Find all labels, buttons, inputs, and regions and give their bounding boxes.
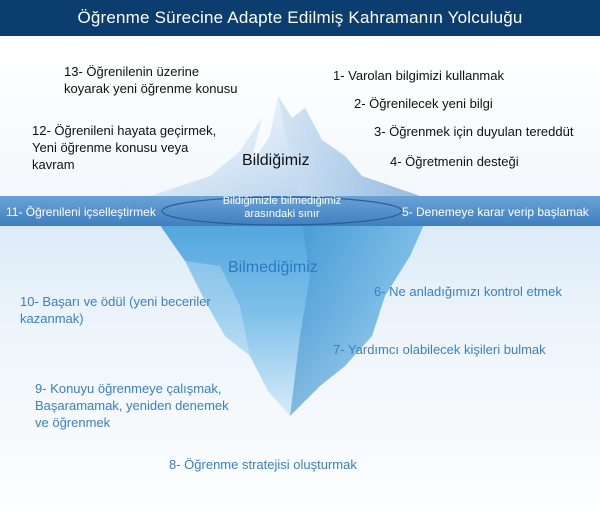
step-11-label: 11- Öğrenileni içselleştirmek — [6, 205, 156, 219]
step-5-label: 5- Denemeye karar verip başlamak — [402, 205, 589, 219]
step-1-label: 1- Varolan bilgimizi kullanmak — [333, 68, 504, 83]
step-3-label: 3- Öğrenmek için duyulan tereddüt — [374, 124, 574, 139]
step-7-label: 7- Yardımcı olabilecek kişileri bulmak — [333, 342, 546, 357]
step-10-label: 10- Başarı ve ödül (yeni beceriler kazanmak) — [20, 294, 211, 326]
step-8-label: 8- Öğrenme stratejisi oluşturmak — [169, 457, 357, 472]
unknown-zone-label: Bilmediğimiz — [228, 259, 318, 276]
step-13-label: 13- Öğrenilenin üzerine koyarak yeni öğrenme konusu — [64, 64, 238, 96]
diagram-title: Öğrenme Sürecine Adapte Edilmiş Kahramanın Yolculuğu — [0, 0, 600, 36]
step-9-label: 9- Konuyu öğrenmeye çalışmak, Başaramamak, yeniden denemek ve öğrenmek — [35, 381, 229, 430]
step-4-label: 4- Öğretmenin desteği — [390, 154, 519, 169]
known-zone-label: Bildiğimiz — [242, 152, 310, 169]
step-2-label: 2- Öğrenilecek yeni bilgi — [354, 96, 493, 111]
step-6-label: 6- Ne anladığımızı kontrol etmek — [374, 284, 562, 299]
step-12-label: 12- Öğrenileni hayata geçirmek, Yeni öğrenme konusu veya kavram — [32, 123, 217, 172]
waterline-label: Bildiğimizle bilmediğimiz arasındaki sınır — [222, 195, 342, 220]
